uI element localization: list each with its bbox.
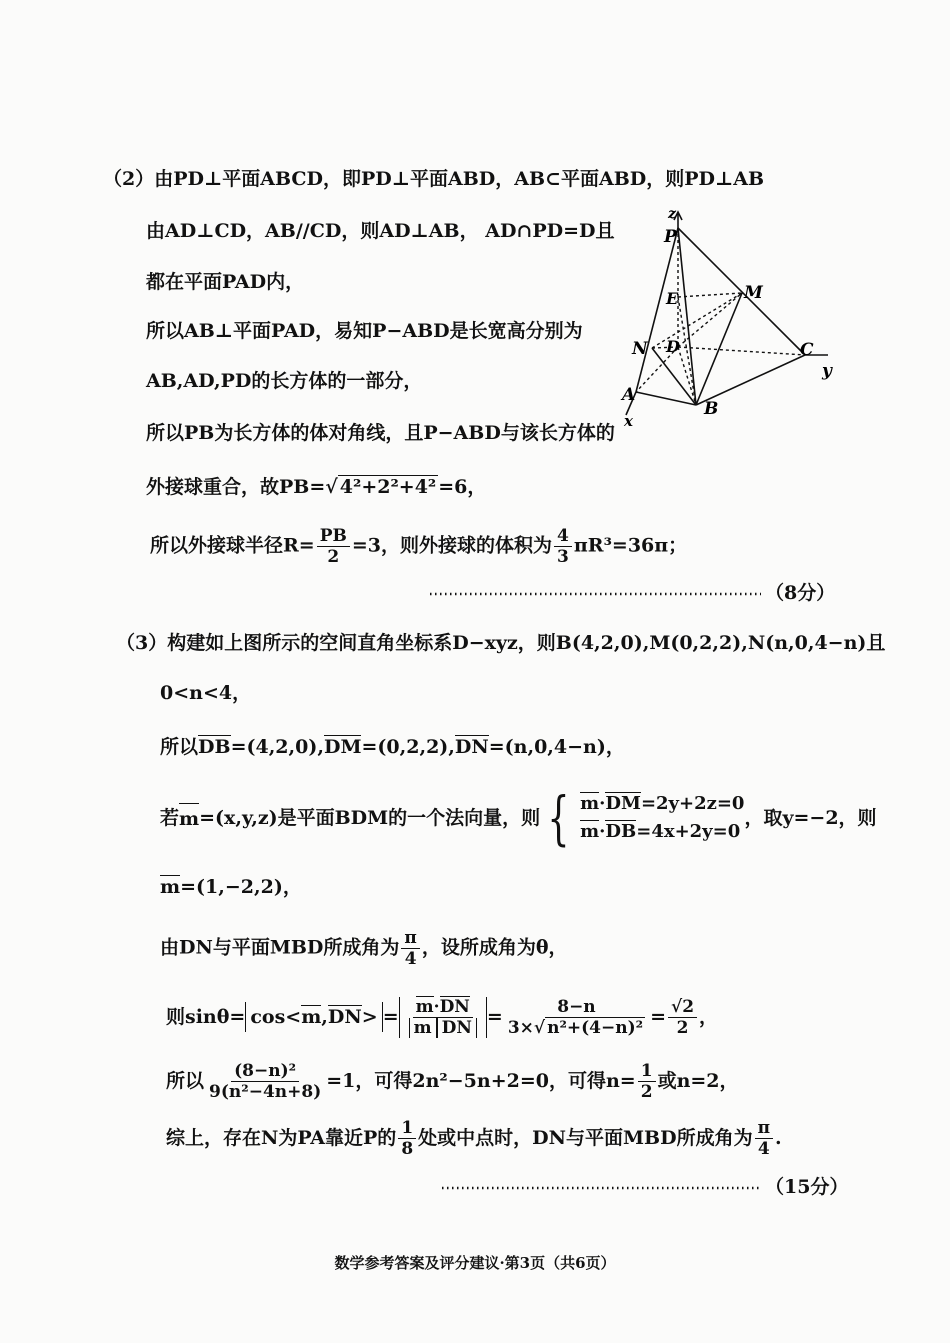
equation-row-2 — [580, 818, 744, 846]
volume-text: =3，则外接球的体积为 — [351, 534, 553, 557]
sqrt2-over-2 — [668, 997, 697, 1038]
vector-DN: DN — [454, 736, 489, 758]
frac-num: π — [401, 928, 419, 949]
part2-line-1: （2）由PD⊥平面ABCD，即PD⊥平面ABD，AB⊂平面ABD，则PD⊥AB — [103, 168, 765, 190]
text: =(1,−2,2)， — [180, 876, 302, 898]
frac-den: 8 — [401, 1138, 414, 1159]
vector-m: m — [301, 1006, 322, 1028]
score-dots-15 — [440, 1176, 762, 1201]
volume-fraction — [554, 526, 572, 567]
text: . — [775, 1127, 782, 1149]
text: > — [361, 1006, 378, 1028]
frac-num: √2 — [668, 997, 697, 1018]
part3-line-7 — [166, 992, 718, 1042]
label-D: D — [666, 337, 680, 356]
vector-DN: DN — [439, 996, 470, 1017]
frac-den: 4 — [404, 949, 417, 969]
edge-PA — [636, 228, 678, 392]
dot-over-norms — [406, 997, 480, 1038]
ratio-fraction — [206, 1061, 324, 1102]
label-P: P — [664, 227, 677, 247]
equation-row-1 — [580, 790, 744, 818]
cos-fraction — [505, 997, 648, 1038]
part3-line-3 — [160, 732, 625, 762]
vector-DB: DB — [198, 736, 231, 758]
frac-den: 2 — [676, 1017, 689, 1038]
text: 若 — [160, 807, 180, 829]
part3-line-5 — [160, 872, 302, 902]
part3-line-6 — [160, 928, 568, 969]
part3-line-8 — [166, 1058, 739, 1104]
sqrt-sign: √ — [325, 476, 338, 498]
frac-num: π — [755, 1118, 773, 1139]
label-C: C — [800, 340, 814, 360]
part3-line-4 — [160, 784, 877, 852]
part3-line-1: （3）构建如上图所示的空间直角坐标系D−xyz，则B(4,2,0),M(0,2,2),N(n,0,4−n)且 — [116, 632, 886, 654]
frac-num: PB — [317, 526, 350, 547]
text: =1，可得2n²−5n+2=0，可得n= — [326, 1070, 636, 1092]
text: 综上，存在N为PA靠近P的 — [166, 1127, 397, 1149]
eighth-fraction — [398, 1118, 416, 1159]
frac-num — [413, 997, 473, 1018]
vector-m: m — [580, 821, 600, 842]
abs-fraction — [399, 997, 487, 1038]
equation-system — [540, 784, 745, 852]
radius-fraction — [317, 526, 350, 567]
text: ， — [699, 1006, 719, 1028]
pb-result: =6， — [438, 476, 487, 498]
text: 所以 — [166, 1070, 205, 1092]
half-fraction — [638, 1061, 656, 1102]
vector-DN: DN — [441, 1017, 472, 1038]
part2-line-4: 所以AB⊥平面PAD，易知P−ABD是长宽高分别为 — [146, 320, 583, 342]
edge-BC — [696, 355, 805, 405]
text: 由DN与平面MBD所成角为 — [160, 936, 400, 959]
text: =(x,y,z)是平面BDM的一个法向量，则 — [199, 807, 541, 829]
frac-num: 8−n — [554, 997, 598, 1018]
part3-line-9 — [166, 1116, 782, 1160]
part2-line-3: 都在平面PAD内， — [146, 271, 305, 293]
vector-DM: DM — [323, 736, 362, 758]
label-N: N — [632, 339, 648, 359]
text: =2y+2z=0 — [640, 793, 745, 814]
text: ，设所成角为θ， — [421, 936, 568, 959]
geometry-figure — [610, 200, 850, 440]
vector-m: m — [179, 803, 199, 834]
frac-den: 2 — [327, 547, 340, 567]
norm-m — [409, 1018, 437, 1038]
label-A: A — [622, 385, 636, 405]
part2-line-8 — [150, 526, 687, 567]
dot: · — [599, 793, 606, 814]
dotted-leader — [428, 582, 763, 602]
equals: = — [382, 1006, 399, 1028]
text: , — [321, 1006, 328, 1028]
vector-DB: DB — [605, 821, 637, 842]
left-brace: { — [547, 784, 570, 852]
page-footer: 数学参考答案及评分建议·第3页（共6页） — [334, 1254, 616, 1272]
part3-line-2: 0<n<4， — [160, 682, 252, 704]
vector-m: m — [580, 793, 600, 814]
score-8: （8分） — [765, 582, 836, 604]
frac-num: 1 — [638, 1061, 656, 1082]
radicand: n²+(4−n)² — [547, 1017, 644, 1038]
label-x: x — [624, 412, 633, 430]
frac-den: 9(n²−4n+8) — [209, 1081, 322, 1102]
equals: = — [650, 1006, 667, 1028]
pb-text: 外接球重合，故PB= — [146, 476, 326, 498]
part2-line-6: 所以PB为长方体的体对角线，且P−ABD与该长方体的 — [146, 422, 615, 444]
pb-radicand: 4²+2²+4² — [339, 476, 437, 498]
text: =(n,0,4−n)， — [488, 736, 625, 758]
edge-PC — [678, 228, 805, 355]
frac-den: 4 — [757, 1138, 770, 1159]
vector-m: m — [160, 876, 181, 898]
pi-over-4 — [401, 928, 419, 969]
frac-den: 2 — [640, 1081, 653, 1102]
text: 则sinθ= — [166, 1006, 246, 1028]
norm-DN — [437, 1018, 477, 1038]
score-dots-8 — [428, 582, 763, 607]
part2-line-7 — [146, 472, 486, 502]
text: 所以 — [160, 736, 199, 758]
text: 或n=2， — [657, 1070, 739, 1092]
frac-num: 4 — [554, 526, 572, 547]
label-M: M — [744, 283, 763, 303]
part2-line-2: 由AD⊥CD，AB//CD，则AD⊥AB， AD∩PD=D且 — [146, 220, 615, 242]
text: ，取y=−2，则 — [744, 807, 877, 829]
frac-den: 3 — [557, 547, 569, 567]
volume-result: πR³=36π； — [573, 534, 688, 557]
vector-m: m — [413, 1017, 432, 1038]
label-z: z — [668, 206, 676, 222]
dot: · — [433, 996, 440, 1017]
abs-cos — [245, 1002, 382, 1032]
text: 处或中点时，DN与平面MBD所成角为 — [418, 1127, 753, 1149]
part2-line-5: AB,AD,PD的长方体的一部分， — [146, 370, 423, 392]
label-y: y — [822, 361, 832, 381]
frac-den: 3×√ n²+(4−n)² — [507, 1017, 644, 1038]
text: =4x+2y=0 — [636, 821, 741, 842]
label-E: E — [666, 289, 679, 308]
equals: = — [486, 1006, 503, 1028]
frac-num: (8−n)² — [231, 1061, 299, 1082]
text: 3× — [507, 1017, 534, 1038]
text: =(0,2,2), — [361, 736, 455, 758]
vector-DN: DN — [327, 1006, 362, 1028]
dot: · — [599, 821, 606, 842]
text: cos< — [250, 1006, 302, 1028]
label-B: B — [704, 399, 719, 419]
dotted-leader — [440, 1176, 762, 1196]
frac-num: 1 — [398, 1118, 416, 1139]
text: =(4,2,0), — [230, 736, 324, 758]
edge-EM — [678, 293, 742, 297]
radius-text: 所以外接球半径R= — [150, 534, 315, 557]
score-15: （15分） — [765, 1176, 849, 1198]
edge-DC — [678, 347, 805, 355]
vector-m: m — [415, 996, 434, 1017]
frac-den — [406, 1018, 480, 1038]
vector-DM: DM — [605, 793, 641, 814]
pi-over-4 — [755, 1118, 773, 1159]
